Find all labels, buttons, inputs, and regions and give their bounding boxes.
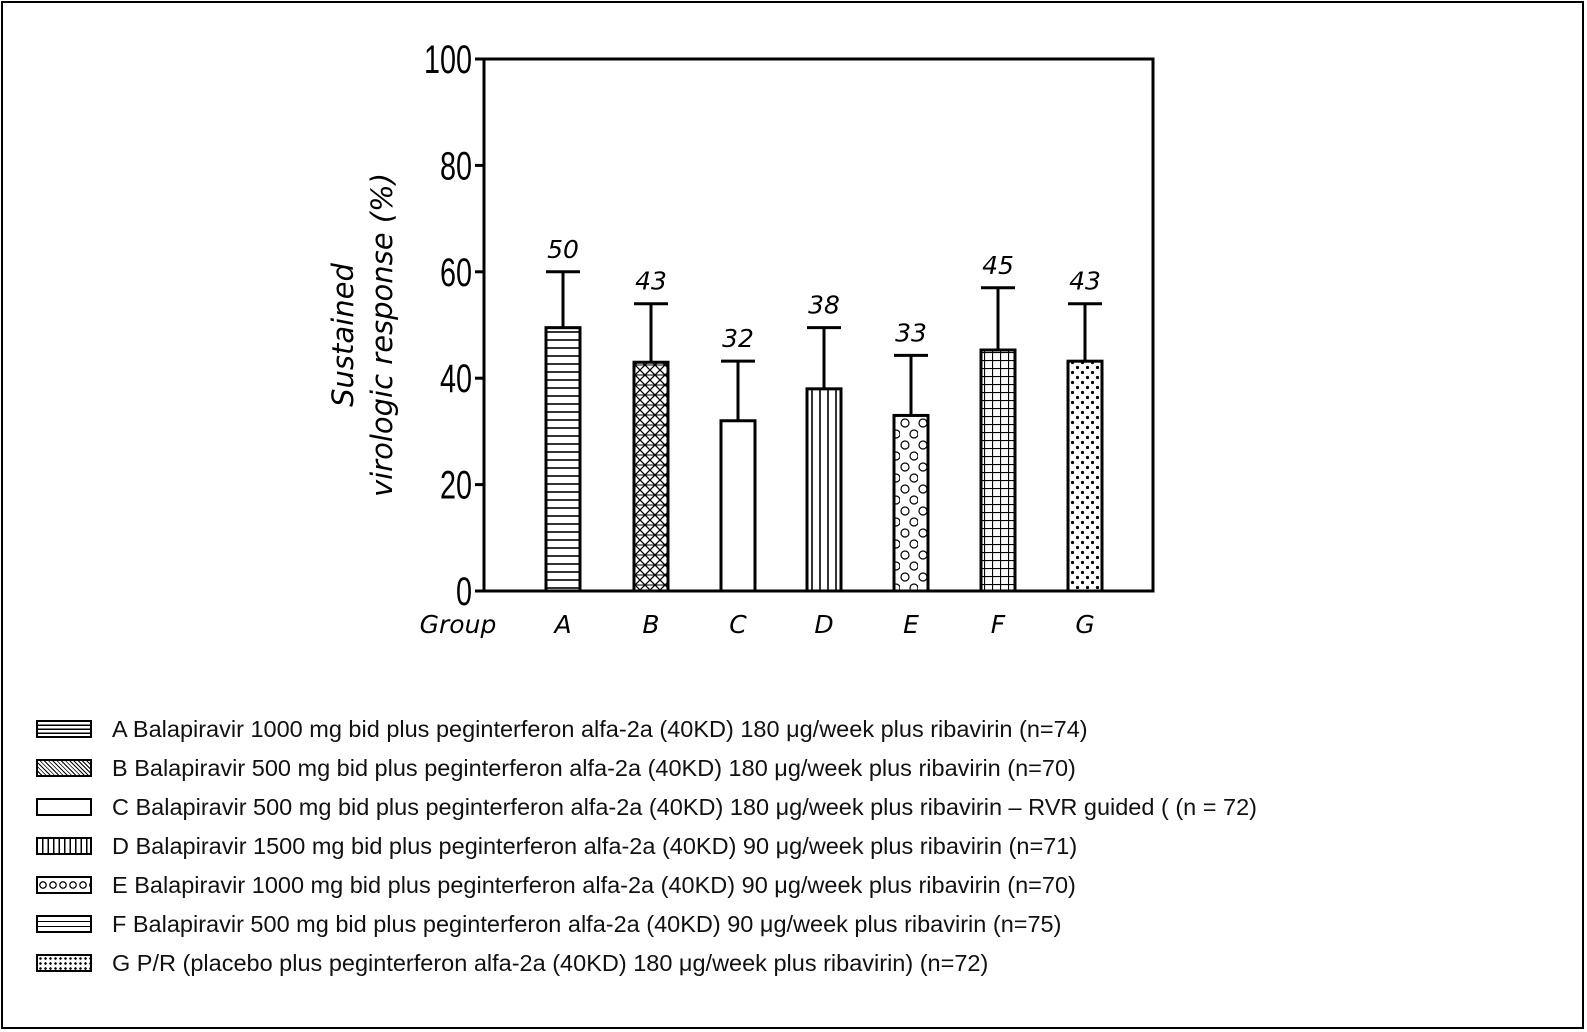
bar-a (546, 328, 580, 591)
legend-label: F Balapiravir 500 mg bid plus peginterferon alfa-2a (40KD) 90 μg/week plus ribavirin (n=75) (112, 910, 1062, 937)
bar-g (1068, 361, 1102, 591)
y-tick-label: 60 (439, 250, 472, 295)
legend-item-f (36, 909, 1061, 939)
bar-e (894, 415, 928, 591)
legend-item-d (36, 831, 1077, 861)
x-tick-label: C (729, 610, 747, 639)
legend-swatch (36, 720, 92, 738)
x-tick-label: B (642, 610, 660, 639)
x-tick-label: A (554, 610, 572, 639)
x-tick-label: D (814, 610, 834, 639)
legend-label: C Balapiravir 500 mg bid plus peginterferon alfa-2a (40KD) 180 μg/week plus ribavirin – RVR guided ( (n = 72) (112, 793, 1257, 820)
legend-item-c (36, 792, 1257, 822)
y-axis-label (318, 160, 408, 510)
y-tick-label: 80 (439, 143, 472, 189)
bar-b (634, 362, 668, 591)
y-tick-label: 40 (439, 356, 472, 402)
legend-item-g (36, 948, 988, 978)
data-label: 38 (808, 290, 840, 320)
data-label: 43 (1069, 266, 1101, 296)
bar-f (981, 350, 1015, 591)
bar-d (807, 389, 841, 591)
data-label: 43 (635, 266, 667, 296)
legend-item-a (36, 714, 1088, 744)
legend-label: A Balapiravir 1000 mg bid plus peginterferon alfa-2a (40KD) 180 μg/week plus ribavirin (n=74) (112, 715, 1088, 742)
data-label: 33 (895, 318, 927, 348)
y-axis-label-line-1: Sustained (326, 263, 360, 407)
y-tick-label: 0 (455, 569, 472, 615)
legend-item-b (36, 753, 1076, 783)
data-label: 50 (547, 234, 579, 264)
x-tick-label: F (990, 610, 1006, 639)
data-label: 45 (982, 250, 1014, 280)
legend-label: E Balapiravir 1000 mg bid plus peginterferon alfa-2a (40KD) 90 μg/week plus ribavirin (n=70) (112, 871, 1076, 898)
bar-c (721, 421, 755, 591)
data-label: 32 (722, 324, 754, 354)
legend-swatch (36, 798, 92, 816)
legend-swatch (36, 915, 92, 933)
x-tick-label: E (903, 610, 919, 639)
legend-label: G P/R (placebo plus peginterferon alfa-2a (40KD) 180 μg/week plus ribavirin) (n=72) (112, 949, 989, 976)
legend-swatch (36, 954, 92, 972)
y-tick-label: 100 (423, 37, 472, 83)
x-tick-label: G (1075, 610, 1095, 639)
x-axis-label: Group (419, 610, 497, 639)
legend-item-e (36, 870, 1076, 900)
y-axis-label-line-2: virologic response (%) (365, 172, 399, 498)
y-tick-label: 20 (439, 463, 472, 508)
legend-label: B Balapiravir 500 mg bid plus peginterferon alfa-2a (40KD) 180 μg/week plus ribavirin (n=70) (112, 754, 1076, 781)
legend-label: D Balapiravir 1500 mg bid plus peginterferon alfa-2a (40KD) 90 μg/week plus ribavirin (n=71) (112, 832, 1078, 859)
legend-swatch (36, 876, 92, 894)
legend-swatch (36, 759, 92, 777)
legend-swatch (36, 837, 92, 855)
